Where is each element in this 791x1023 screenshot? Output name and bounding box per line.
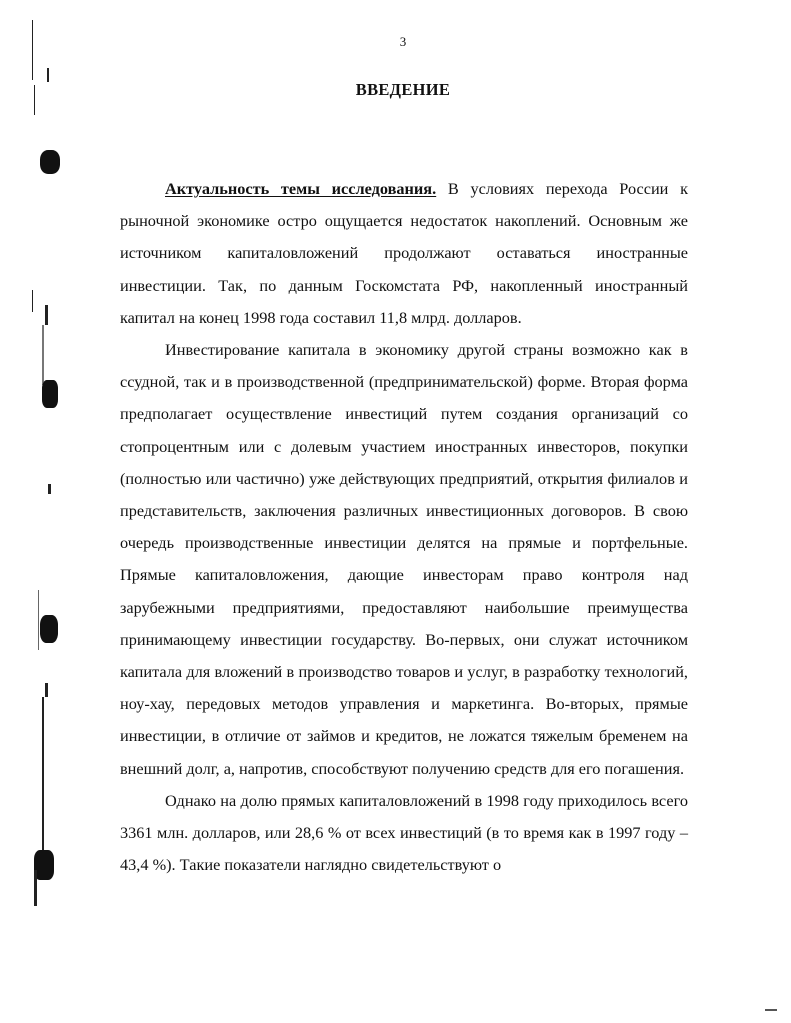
binder-hole-mark [40, 615, 58, 643]
scan-edge-line [38, 590, 39, 650]
scan-edge-line [32, 20, 33, 80]
binder-hole-mark [42, 380, 58, 408]
scan-edge-line [45, 305, 48, 325]
scan-margin-artifacts [0, 0, 80, 1023]
scan-edge-line [45, 683, 48, 697]
binder-hole-mark [34, 850, 54, 880]
scan-edge-line [34, 870, 37, 906]
paragraph-text: В условиях перехода России к рыночной экономике остро ощущается недостаток накоплений. Основным же источником капиталовложений продолжают оставаться иностранные инвестиции. Так, по данным Госкомстата РФ, накопленный иностранный капитал на конец 1998 года составил 11,8 млрд. долларов. [120, 179, 688, 327]
binder-hole-mark [40, 150, 60, 174]
paragraph-lead: Актуальность темы исследования. [165, 179, 437, 198]
paragraph-2: Инвестирование капитала в экономику другой страны возможно как в ссудной, так и в производственной (предпринимательской) форме. Вторая форма предполагает осуществление инвестиций путем создания организаций со стопроцентным или с долевым участием иностранных инвесторов, покупки (полностью или частично) уже действующих предприятий, открытия филиалов и представительств, заключения различных инвестиционных договоров. В свою очередь производственные инвестиции делятся на прямые и портфельные. Прямые капиталовложения, дающие инвесторам право контроля над зарубежными предприятиями, предоставляют наибольшие преимущества принимающему инвестиции государству. Во-первых, они служат источником капитала для вложений в производство товаров и услуг, в разработку технологий, ноу-хау, передовых методов управления и маркетинга. Во-вторых, прямые инвестиции, в отличие от займов и кредитов, не ложатся тяжелым бременем на внешний долг, а, напротив, способствуют получению средств для его погашения. [120, 340, 688, 778]
scan-edge-line [42, 325, 44, 385]
paragraph-3: Однако на долю прямых капиталовложений в 1998 году приходилось всего 3361 млн. долларов, или 28,6 % от всех инвестиций (в то время как в 1997 году – 43,4 %). Такие показатели наглядно свидетельствуют о [120, 790, 688, 875]
scan-corner-mark [765, 1009, 777, 1011]
document-body [120, 173, 688, 881]
paragraph-1 [120, 173, 688, 334]
scan-edge-line [42, 697, 44, 857]
page-title: ВВЕДЕНИЕ [355, 80, 451, 99]
page-number: 3 [399, 34, 407, 49]
scan-edge-line [32, 290, 33, 312]
scan-edge-line [48, 484, 51, 494]
